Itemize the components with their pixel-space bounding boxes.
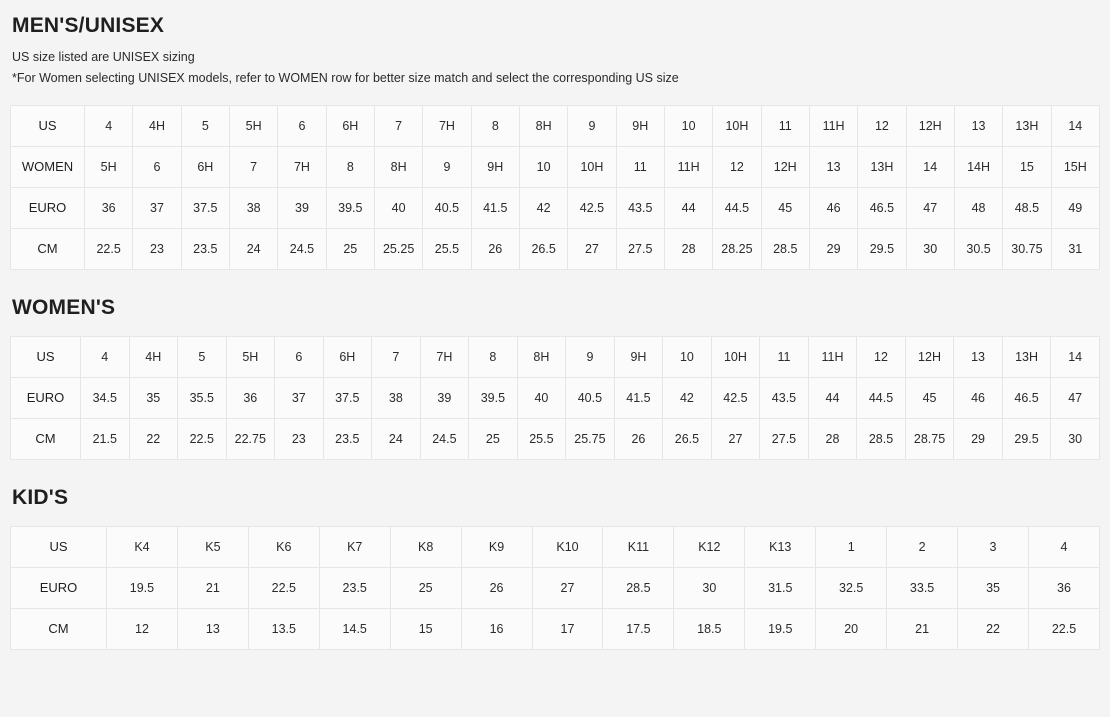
cell: 3 <box>958 526 1029 567</box>
cell: 11H <box>808 336 857 377</box>
cell: 4H <box>133 105 181 146</box>
cell: 12 <box>858 105 906 146</box>
table-row <box>11 608 1100 649</box>
cell: 24.5 <box>420 418 469 459</box>
cell: 27.5 <box>760 418 809 459</box>
table-row <box>11 336 1100 377</box>
cell: 6H <box>181 146 229 187</box>
row-label-us: US <box>11 526 107 567</box>
cell: 25.5 <box>517 418 566 459</box>
cell: 5H <box>85 146 133 187</box>
row-label-cm: CM <box>11 608 107 649</box>
cell: 13H <box>1003 105 1051 146</box>
cell: 37 <box>133 187 181 228</box>
cell: 46 <box>954 377 1003 418</box>
cell: 5H <box>229 105 277 146</box>
cell: 28 <box>664 228 712 269</box>
cell: 47 <box>1051 377 1100 418</box>
cell: 6 <box>278 105 326 146</box>
cell: 6H <box>326 105 374 146</box>
cell: K8 <box>390 526 461 567</box>
cell: 25.25 <box>374 228 422 269</box>
cell: 28 <box>808 418 857 459</box>
cell: 26 <box>461 567 532 608</box>
cell: 22.75 <box>226 418 275 459</box>
cell: 13 <box>177 608 248 649</box>
cell: 24.5 <box>278 228 326 269</box>
cell: 14 <box>1051 105 1099 146</box>
cell: 7 <box>372 336 421 377</box>
cell: 48 <box>954 187 1002 228</box>
row-label-cm: CM <box>11 418 81 459</box>
cell: 25.5 <box>423 228 471 269</box>
cell: 26.5 <box>519 228 567 269</box>
cell: 28.25 <box>713 228 761 269</box>
cell: 22.5 <box>1028 608 1099 649</box>
cell: 40.5 <box>566 377 615 418</box>
cell: 12 <box>713 146 761 187</box>
cell: 20 <box>816 608 887 649</box>
cell: 36 <box>226 377 275 418</box>
cell: 45 <box>905 377 954 418</box>
cell: 8 <box>469 336 518 377</box>
cell: 34.5 <box>81 377 130 418</box>
cell: 5 <box>178 336 227 377</box>
table-row <box>11 526 1100 567</box>
cell: 10H <box>568 146 616 187</box>
cell: 14 <box>906 146 954 187</box>
cell: 41.5 <box>471 187 519 228</box>
cell: 26 <box>614 418 663 459</box>
cell: 6 <box>275 336 324 377</box>
cell: 8 <box>326 146 374 187</box>
table-row <box>11 146 1100 187</box>
cell: 36 <box>85 187 133 228</box>
cell: K6 <box>248 526 319 567</box>
size-table-mens-unisex <box>10 105 1100 270</box>
table-row <box>11 377 1100 418</box>
cell: 41.5 <box>614 377 663 418</box>
cell: 7 <box>229 146 277 187</box>
cell: 28.5 <box>761 228 809 269</box>
cell: 46.5 <box>1002 377 1051 418</box>
cell: 11H <box>664 146 712 187</box>
cell: 4 <box>85 105 133 146</box>
cell: 42 <box>663 377 712 418</box>
cell: 19.5 <box>107 567 178 608</box>
cell: 47 <box>906 187 954 228</box>
cell: 39.5 <box>469 377 518 418</box>
cell: 42.5 <box>568 187 616 228</box>
cell: K13 <box>745 526 816 567</box>
cell: 40 <box>517 377 566 418</box>
cell: 12 <box>857 336 906 377</box>
cell: 21.5 <box>81 418 130 459</box>
cell: 44 <box>664 187 712 228</box>
row-label-cm: CM <box>11 228 85 269</box>
cell: 33.5 <box>887 567 958 608</box>
cell: 15H <box>1051 146 1099 187</box>
cell: 25 <box>326 228 374 269</box>
cell: 5 <box>181 105 229 146</box>
cell: 7 <box>374 105 422 146</box>
cell: 24 <box>229 228 277 269</box>
row-label-euro: EURO <box>11 187 85 228</box>
cell: 27 <box>532 567 603 608</box>
table-row <box>11 418 1100 459</box>
cell: 23 <box>275 418 324 459</box>
cell: 35.5 <box>178 377 227 418</box>
cell: 2 <box>887 526 958 567</box>
row-label-us: US <box>11 336 81 377</box>
cell: 26 <box>471 228 519 269</box>
size-table-kids <box>10 526 1100 650</box>
cell: K9 <box>461 526 532 567</box>
cell: 12H <box>905 336 954 377</box>
cell: 39 <box>278 187 326 228</box>
cell: 16 <box>461 608 532 649</box>
cell: 29.5 <box>1002 418 1051 459</box>
table-row <box>11 105 1100 146</box>
cell: 27 <box>568 228 616 269</box>
table-row <box>11 567 1100 608</box>
cell: 31 <box>1051 228 1099 269</box>
cell: 6 <box>133 146 181 187</box>
cell: 22.5 <box>178 418 227 459</box>
row-label-us: US <box>11 105 85 146</box>
cell: 23.5 <box>323 418 372 459</box>
cell: 8 <box>471 105 519 146</box>
cell: 14H <box>954 146 1002 187</box>
cell: 32.5 <box>816 567 887 608</box>
cell: 22 <box>958 608 1029 649</box>
cell: 9H <box>616 105 664 146</box>
cell: 7H <box>278 146 326 187</box>
cell: K4 <box>107 526 178 567</box>
cell: 17 <box>532 608 603 649</box>
section-mens-unisex <box>10 14 1100 270</box>
cell: 27.5 <box>616 228 664 269</box>
cell: 22.5 <box>85 228 133 269</box>
note-line-1: US size listed are UNISEX sizing <box>12 50 195 64</box>
cell: K11 <box>603 526 674 567</box>
cell: 42 <box>519 187 567 228</box>
cell: 13H <box>1002 336 1051 377</box>
cell: 15 <box>390 608 461 649</box>
cell: 38 <box>229 187 277 228</box>
cell: 10 <box>663 336 712 377</box>
cell: 45 <box>761 187 809 228</box>
cell: 28.75 <box>905 418 954 459</box>
cell: 11 <box>761 105 809 146</box>
cell: 8H <box>519 105 567 146</box>
cell: 30 <box>906 228 954 269</box>
section-title-mens-unisex: MEN'S/UNISEX <box>12 14 165 37</box>
cell: 9H <box>471 146 519 187</box>
cell: 22 <box>129 418 178 459</box>
cell: 14 <box>1051 336 1100 377</box>
cell: 39 <box>420 377 469 418</box>
table-row <box>11 228 1100 269</box>
cell: 4 <box>1028 526 1099 567</box>
cell: 29.5 <box>858 228 906 269</box>
cell: 4H <box>129 336 178 377</box>
cell: K5 <box>177 526 248 567</box>
cell: 31.5 <box>745 567 816 608</box>
cell: 43.5 <box>616 187 664 228</box>
cell: 44.5 <box>857 377 906 418</box>
cell: 15 <box>1003 146 1051 187</box>
cell: 17.5 <box>603 608 674 649</box>
cell: 19.5 <box>745 608 816 649</box>
cell: K7 <box>319 526 390 567</box>
cell: 25 <box>469 418 518 459</box>
cell: 1 <box>816 526 887 567</box>
cell: 11 <box>616 146 664 187</box>
cell: 10 <box>519 146 567 187</box>
cell: 10 <box>664 105 712 146</box>
cell: 30.75 <box>1003 228 1051 269</box>
cell: 9 <box>568 105 616 146</box>
cell: 10H <box>711 336 760 377</box>
cell: 8H <box>517 336 566 377</box>
cell: 21 <box>177 567 248 608</box>
cell: 49 <box>1051 187 1099 228</box>
section-kids <box>10 486 1100 650</box>
cell: 13.5 <box>248 608 319 649</box>
cell: 4 <box>81 336 130 377</box>
note-line-2: *For Women selecting UNISEX models, refer to WOMEN row for better size match and select the corresponding US size <box>12 71 679 86</box>
cell: 46 <box>809 187 857 228</box>
cell: 11H <box>809 105 857 146</box>
cell: 29 <box>809 228 857 269</box>
cell: 9H <box>614 336 663 377</box>
cell: 35 <box>958 567 1029 608</box>
cell: 8H <box>374 146 422 187</box>
section-title-womens: WOMEN'S <box>12 295 116 319</box>
cell: 27 <box>711 418 760 459</box>
row-label-euro: EURO <box>11 567 107 608</box>
cell: 9 <box>423 146 471 187</box>
cell: 44.5 <box>713 187 761 228</box>
cell: 26.5 <box>663 418 712 459</box>
cell: 13 <box>954 105 1002 146</box>
cell: 13H <box>858 146 906 187</box>
section-title-kids: KID'S <box>12 485 69 509</box>
size-table-womens <box>10 336 1100 460</box>
cell: 30 <box>1051 418 1100 459</box>
cell: 46.5 <box>858 187 906 228</box>
cell: 42.5 <box>711 377 760 418</box>
cell: 25.75 <box>566 418 615 459</box>
cell: K10 <box>532 526 603 567</box>
cell: 29 <box>954 418 1003 459</box>
cell: 23 <box>133 228 181 269</box>
notes-mens-unisex <box>12 48 1100 89</box>
cell: 40 <box>374 187 422 228</box>
cell: 22.5 <box>248 567 319 608</box>
cell: 35 <box>129 377 178 418</box>
cell: 37.5 <box>181 187 229 228</box>
cell: 5H <box>226 336 275 377</box>
cell: 18.5 <box>674 608 745 649</box>
cell: 43.5 <box>760 377 809 418</box>
cell: 12H <box>906 105 954 146</box>
cell: 11 <box>760 336 809 377</box>
cell: 7H <box>423 105 471 146</box>
cell: 12 <box>107 608 178 649</box>
cell: 9 <box>566 336 615 377</box>
cell: 28.5 <box>857 418 906 459</box>
cell: 30.5 <box>954 228 1002 269</box>
cell: 38 <box>372 377 421 418</box>
cell: 13 <box>809 146 857 187</box>
cell: 25 <box>390 567 461 608</box>
cell: 36 <box>1028 567 1099 608</box>
cell: 10H <box>713 105 761 146</box>
row-label-euro: EURO <box>11 377 81 418</box>
row-label-women: WOMEN <box>11 146 85 187</box>
table-row <box>11 187 1100 228</box>
cell: 21 <box>887 608 958 649</box>
cell: K12 <box>674 526 745 567</box>
cell: 13 <box>954 336 1003 377</box>
cell: 23.5 <box>319 567 390 608</box>
cell: 24 <box>372 418 421 459</box>
cell: 37 <box>275 377 324 418</box>
cell: 48.5 <box>1003 187 1051 228</box>
cell: 39.5 <box>326 187 374 228</box>
cell: 44 <box>808 377 857 418</box>
cell: 6H <box>323 336 372 377</box>
cell: 40.5 <box>423 187 471 228</box>
section-womens <box>10 296 1100 460</box>
cell: 12H <box>761 146 809 187</box>
cell: 14.5 <box>319 608 390 649</box>
cell: 37.5 <box>323 377 372 418</box>
cell: 28.5 <box>603 567 674 608</box>
cell: 30 <box>674 567 745 608</box>
cell: 23.5 <box>181 228 229 269</box>
cell: 7H <box>420 336 469 377</box>
